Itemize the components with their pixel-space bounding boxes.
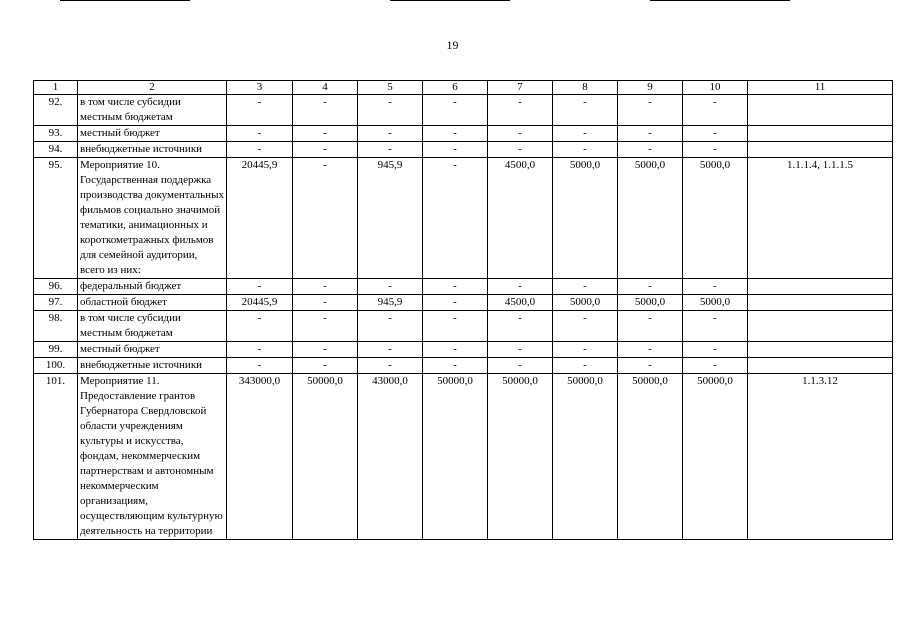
table-row: [34, 342, 893, 358]
row-codes: [748, 342, 893, 358]
row-number: 99.: [34, 342, 78, 358]
header-cell: 1: [34, 81, 78, 95]
row-value: -: [683, 279, 748, 295]
row-value: -: [488, 342, 553, 358]
row-value: -: [423, 95, 488, 126]
header-cell: 10: [683, 81, 748, 95]
row-codes: 1.1.1.4, 1.1.1.5: [748, 158, 893, 279]
table-row: [34, 126, 893, 142]
row-value: -: [683, 126, 748, 142]
row-value: -: [358, 279, 423, 295]
header-cell: 9: [618, 81, 683, 95]
budget-table: [33, 80, 893, 540]
header-cell: 7: [488, 81, 553, 95]
row-value: -: [293, 295, 358, 311]
row-value: -: [488, 142, 553, 158]
row-value: -: [553, 126, 618, 142]
row-codes: [748, 126, 893, 142]
page-number: 19: [446, 38, 459, 52]
row-value: -: [293, 279, 358, 295]
table-row: [34, 142, 893, 158]
row-value: 945,9: [358, 158, 423, 279]
row-value: -: [683, 342, 748, 358]
row-value: -: [227, 279, 293, 295]
header-cell: 5: [358, 81, 423, 95]
table-row: [34, 295, 893, 311]
row-value: -: [293, 158, 358, 279]
row-value: 5000,0: [618, 158, 683, 279]
row-value: -: [618, 342, 683, 358]
header-row: [34, 81, 893, 95]
row-value: -: [618, 311, 683, 342]
row-number: 95.: [34, 158, 78, 279]
row-value: -: [227, 342, 293, 358]
table-row: [34, 95, 893, 126]
top-rule-left: [60, 0, 190, 1]
row-codes: [748, 95, 893, 126]
row-value: -: [618, 126, 683, 142]
row-value: 343000,0: [227, 374, 293, 540]
row-value: 50000,0: [293, 374, 358, 540]
table-row: [34, 358, 893, 374]
row-value: 20445,9: [227, 158, 293, 279]
row-number: 101.: [34, 374, 78, 540]
row-name: Мероприятие 10. Государственная поддержка производства документальных фильмов социально значимой тематики, анимационных и короткометражных фильмов для семейной аудитории, всего из них:: [78, 158, 227, 279]
row-value: -: [423, 295, 488, 311]
row-value: 50000,0: [423, 374, 488, 540]
row-value: -: [293, 342, 358, 358]
row-value: -: [553, 311, 618, 342]
row-value: 50000,0: [618, 374, 683, 540]
row-value: -: [683, 142, 748, 158]
row-value: -: [293, 311, 358, 342]
row-number: 100.: [34, 358, 78, 374]
row-value: -: [488, 126, 553, 142]
row-value: -: [423, 142, 488, 158]
row-value: -: [553, 358, 618, 374]
row-codes: [748, 142, 893, 158]
header-cell: 2: [78, 81, 227, 95]
row-value: -: [358, 142, 423, 158]
row-value: 20445,9: [227, 295, 293, 311]
header-cell: 4: [293, 81, 358, 95]
row-value: -: [618, 279, 683, 295]
row-value: -: [488, 358, 553, 374]
row-value: -: [423, 126, 488, 142]
row-number: 97.: [34, 295, 78, 311]
header-cell: 11: [748, 81, 893, 95]
row-value: 43000,0: [358, 374, 423, 540]
row-number: 93.: [34, 126, 78, 142]
row-name: в том числе субсидии местным бюджетам: [78, 311, 227, 342]
row-value: -: [423, 279, 488, 295]
row-value: -: [227, 95, 293, 126]
row-value: -: [488, 311, 553, 342]
table-row: [34, 374, 893, 540]
row-codes: [748, 358, 893, 374]
row-codes: [748, 279, 893, 295]
row-name: внебюджетные источники: [78, 358, 227, 374]
row-value: 5000,0: [553, 158, 618, 279]
row-value: -: [423, 358, 488, 374]
row-name: областной бюджет: [78, 295, 227, 311]
row-value: -: [618, 142, 683, 158]
top-rule-right: [650, 0, 790, 1]
row-value: 5000,0: [618, 295, 683, 311]
row-value: -: [423, 311, 488, 342]
row-value: -: [553, 142, 618, 158]
row-value: 50000,0: [553, 374, 618, 540]
row-codes: 1.1.3.12: [748, 374, 893, 540]
row-value: 5000,0: [553, 295, 618, 311]
row-value: -: [358, 311, 423, 342]
table-row: [34, 311, 893, 342]
row-value: -: [553, 342, 618, 358]
row-codes: [748, 295, 893, 311]
row-value: 50000,0: [683, 374, 748, 540]
row-number: 98.: [34, 311, 78, 342]
row-value: -: [423, 342, 488, 358]
row-value: -: [683, 311, 748, 342]
header-cell: 3: [227, 81, 293, 95]
row-value: 945,9: [358, 295, 423, 311]
row-value: -: [293, 95, 358, 126]
header-cell: 6: [423, 81, 488, 95]
row-value: -: [227, 358, 293, 374]
row-value: -: [358, 358, 423, 374]
row-value: -: [553, 279, 618, 295]
row-value: -: [423, 158, 488, 279]
row-value: -: [293, 358, 358, 374]
row-value: -: [488, 279, 553, 295]
row-value: 5000,0: [683, 295, 748, 311]
row-number: 96.: [34, 279, 78, 295]
row-codes: [748, 311, 893, 342]
row-name: местный бюджет: [78, 342, 227, 358]
row-value: -: [618, 95, 683, 126]
row-value: -: [227, 311, 293, 342]
row-value: -: [227, 142, 293, 158]
row-name: Мероприятие 11. Предоставление грантов Губернатора Свердловской области учреждениям культуры и искусства, фондам, некоммерческим партнерствам и автономным некоммерческим организациям, осуществляющим культурную деятельность на территории: [78, 374, 227, 540]
row-number: 94.: [34, 142, 78, 158]
row-value: -: [683, 95, 748, 126]
row-name: в том числе субсидии местным бюджетам: [78, 95, 227, 126]
row-value: -: [293, 126, 358, 142]
row-value: -: [358, 126, 423, 142]
table-row: [34, 279, 893, 295]
row-value: -: [683, 358, 748, 374]
row-name: местный бюджет: [78, 126, 227, 142]
row-value: -: [618, 358, 683, 374]
row-value: 5000,0: [683, 158, 748, 279]
row-name: внебюджетные источники: [78, 142, 227, 158]
header-cell: 8: [553, 81, 618, 95]
row-value: -: [227, 126, 293, 142]
row-value: -: [358, 342, 423, 358]
row-value: -: [293, 142, 358, 158]
row-value: 4500,0: [488, 158, 553, 279]
row-number: 92.: [34, 95, 78, 126]
top-rule-middle: [390, 0, 510, 1]
row-value: -: [358, 95, 423, 126]
row-value: 50000,0: [488, 374, 553, 540]
row-value: -: [488, 95, 553, 126]
row-value: 4500,0: [488, 295, 553, 311]
row-value: -: [553, 95, 618, 126]
row-name: федеральный бюджет: [78, 279, 227, 295]
table-row: [34, 158, 893, 279]
